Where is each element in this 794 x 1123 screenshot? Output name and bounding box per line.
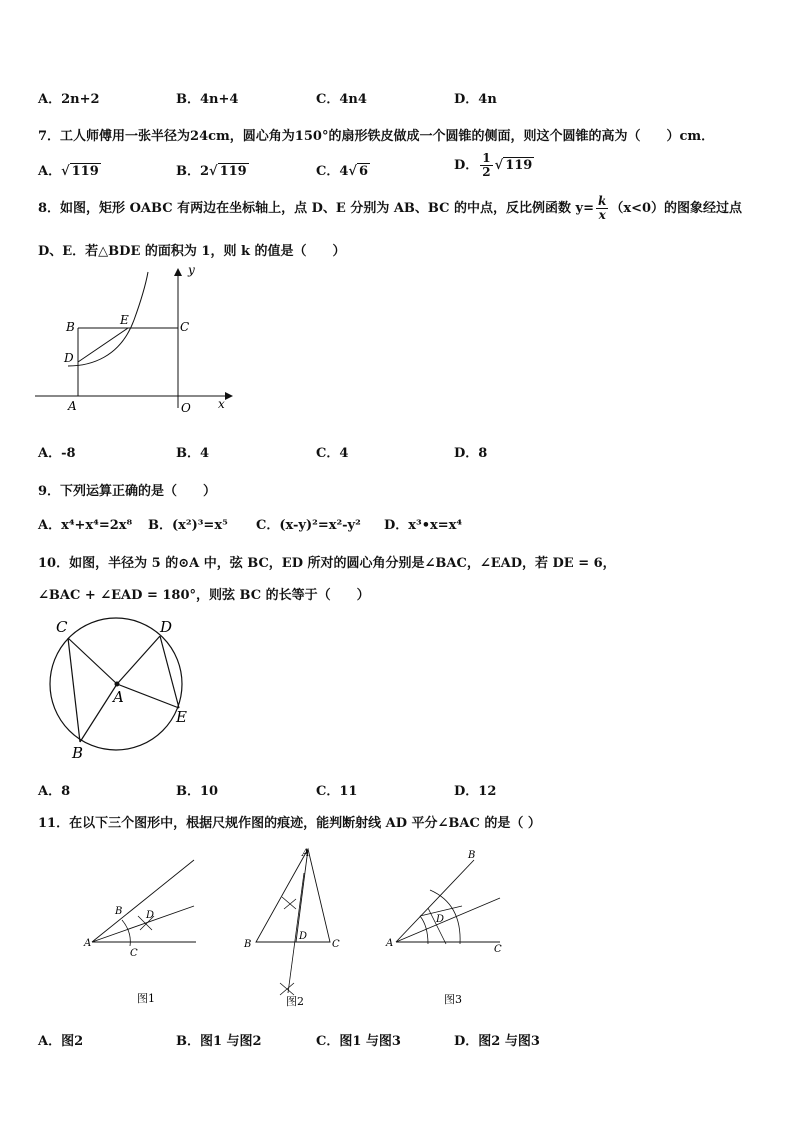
q9-option-b: B．(x²)³=x⁵ — [148, 518, 228, 533]
q7-option-b: B．2√ 119 — [176, 164, 247, 179]
q8-stem-part2: （x<0）的图象经过点 — [610, 201, 743, 216]
q8-option-a: A．-8 — [38, 446, 76, 461]
q8-label-c: C — [180, 320, 190, 334]
fig3-label-a: A — [386, 938, 394, 949]
q10-figure — [40, 612, 200, 760]
q11-figure-1 — [82, 850, 202, 1010]
q10-option-a: A．8 — [38, 784, 71, 799]
q10-stem-line2: ∠BAC + ∠EAD = 180°，则弦 BC 的长等于（ ） — [38, 588, 370, 603]
q10-segment-ad — [117, 636, 160, 684]
fig3-label-c: C — [494, 944, 502, 955]
q10-segment-ba — [80, 684, 117, 742]
q8-label-y: y — [188, 263, 195, 277]
fig1-caption: 图1 — [137, 992, 155, 1005]
q8-stem-part1: 8．如图，矩形 OABC 有两边在坐标轴上，点 D、E 分别为 AB、BC 的中点，反比例函数 y= — [38, 201, 594, 216]
q7-option-d-label: D． — [454, 158, 479, 173]
q7-option-a-label: A． — [38, 164, 62, 179]
q8-label-a: A — [68, 399, 77, 413]
q7-option-c-radicand: 6 — [358, 164, 368, 179]
fig1-ray-ab — [92, 860, 194, 942]
q8-frac-num: k — [598, 194, 607, 208]
fig2-caption: 图2 — [286, 995, 304, 1008]
q11-figure-3 — [384, 846, 510, 1010]
q8-label-o: O — [181, 401, 191, 415]
fig1-label-a: A — [84, 938, 92, 949]
q7-stem: 7．工人师傅用一张半径为24cm，圆心角为150°的扇形铁皮做成一个圆锥的侧面，则这个圆锥的高为（ ）cm． — [38, 129, 715, 144]
q8-stem-line2: D、E．若△BDE 的面积为 1，则 k 的值是（ ） — [38, 244, 346, 259]
fig2-cross-top-1 — [282, 897, 296, 909]
q10-label-b: B — [72, 744, 84, 760]
q10-option-b: B．10 — [176, 784, 219, 799]
fig2-label-d: D — [299, 931, 308, 942]
q8-option-b: B．4 — [176, 446, 210, 461]
q7-option-d-num: 1 — [482, 151, 491, 165]
q8-stem-line1 — [38, 195, 742, 222]
q10-label-e: E — [176, 708, 187, 726]
q10-center-dot — [115, 682, 120, 687]
q8-hyperbola — [68, 272, 148, 366]
q11-stem: 11．在以下三个图形中，根据尺规作图的痕迹，能判断射线 AD 平分∠BAC 的是（ ） — [38, 816, 541, 831]
fig3-label-d: D — [436, 914, 445, 925]
fig3-ray-ad — [396, 898, 500, 942]
q10-option-c: C．11 — [316, 784, 358, 799]
q7-option-c-label: C． — [316, 164, 340, 179]
q8-label-b: B — [66, 320, 75, 334]
q9-option-a: A．x⁴+x⁴=2x⁸ — [38, 518, 133, 533]
q7-option-a: A．√ 119 — [38, 164, 99, 179]
q8-frac-den: x — [598, 208, 606, 222]
q10-option-d: D．12 — [454, 784, 497, 799]
fig3-ray-ab — [396, 860, 474, 942]
q10-stem-line1: 10．如图，半径为 5 的⊙A 中，弦 BC，ED 所对的圆心角分别是∠BAC，∠EAD，若 DE = 6， — [38, 556, 616, 571]
q11-option-d: D．图2 与图3 — [454, 1034, 540, 1049]
q7-option-b-coef: 2 — [200, 164, 210, 179]
q7-option-c: C．4√ 6 — [316, 164, 368, 179]
q8-option-d: D．8 — [454, 446, 488, 461]
q10-label-d: D — [160, 618, 173, 636]
fig2-label-c: C — [332, 939, 340, 950]
fig3-caption: 图3 — [444, 993, 462, 1006]
fig1-label-d: D — [146, 910, 155, 921]
fig2-label-a: A — [302, 848, 310, 859]
fig2-triangle — [256, 849, 330, 942]
q8-y-arrow — [174, 268, 182, 276]
q8-segment-de — [78, 328, 128, 362]
q11-figure-2 — [240, 843, 350, 1010]
q8-label-e: E — [120, 313, 129, 327]
q8-label-d: D — [64, 351, 74, 365]
fig2-segment-ad — [296, 849, 308, 942]
fig3-label-b: B — [468, 850, 476, 861]
q6-option-c: C．4n4 — [316, 92, 367, 107]
q9-option-d: D．x³•x=x⁴ — [384, 518, 463, 533]
q6-option-a: A．2n+2 — [38, 92, 100, 107]
q6-option-b: B．4n+4 — [176, 92, 239, 107]
q7-option-d: D． $\frac{1}{2}$ √ 119 — [454, 151, 533, 179]
q7-option-d-den: 2 — [482, 165, 491, 179]
fig1-label-b: B — [115, 906, 123, 917]
q8-option-c: C．4 — [316, 446, 349, 461]
q10-label-c: C — [56, 618, 68, 636]
q11-option-b: B．图1 与图2 — [176, 1034, 262, 1049]
fig1-label-c: C — [130, 948, 138, 959]
q7-option-d-fraction — [480, 152, 492, 179]
q10-segment-ae — [117, 684, 179, 708]
q7-option-b-label: B． — [176, 164, 200, 179]
q8-x-arrow — [225, 392, 233, 400]
q9-stem: 9．下列运算正确的是（ ） — [38, 484, 217, 499]
q7-option-b-radicand: 119 — [219, 164, 247, 179]
q10-segment-de — [160, 636, 179, 708]
q7-option-a-radicand: 119 — [71, 164, 99, 179]
q7-option-d-radicand: 119 — [505, 158, 533, 173]
fig1-ray-ad — [92, 906, 194, 942]
q8-fraction — [596, 195, 608, 222]
q11-option-a: A．图2 — [38, 1034, 84, 1049]
q10-segment-cb — [68, 638, 80, 742]
q11-option-c: C．图1 与图3 — [316, 1034, 401, 1049]
fig2-label-b: B — [244, 939, 252, 950]
q6-option-d: D．4n — [454, 92, 497, 107]
q10-segment-ca — [68, 638, 117, 684]
q7-option-c-coef: 4 — [339, 164, 349, 179]
q8-figure — [30, 258, 240, 418]
q9-option-c: C．(x-y)²=x²-y² — [256, 518, 361, 533]
q8-label-x: x — [218, 397, 225, 411]
q10-label-a: A — [113, 688, 124, 706]
